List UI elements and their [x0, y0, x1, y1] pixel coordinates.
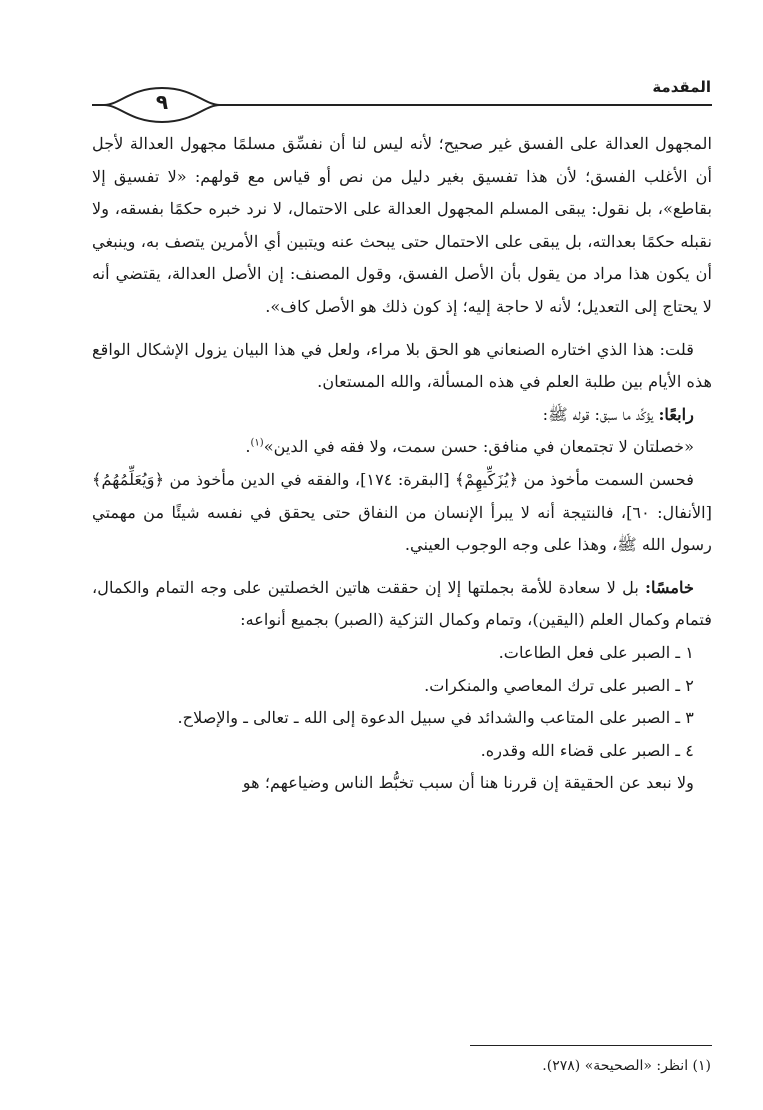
paragraph-3 [92, 399, 712, 432]
footnote-divider [470, 1045, 712, 1046]
footnote: (١) انظر: «الصحيحة» (٢٧٨). [542, 1058, 711, 1074]
paragraph-1: المجهول العدالة على الفسق غير صحيح؛ لأنه ليس لنا أن نفسِّق مسلمًا مجهول العدالة لأجل أن الأغلب الفسق؛ لأن هذا تفسيق بغير دليل من نص أو قياس مع قولهم: «لا تفسيق إلا بقاطع»، بل نقول: يبقى المسلم المجهول العدالة على الاحتمال، لا نرد خبره حكمًا بفسقه، ولا نقبله حكمًا بعدالته، بل يبقى على الاحتمال حتى يبحث عنه ويتبين أي الأمرين يتصف به، وينبغي أن يكون هذا مراد من يقول بأن الأصل الفسق، وقول المصنف: إن الأصل العدالة، يقتضي أنه لا يحتاج إلى التعديل؛ لأنه لا حاجة إليه؛ إذ كون ذلك هو الأصل كاف». [92, 134, 712, 316]
list-item: ١ ـ الصبر على فعل الطاعات. [498, 642, 694, 662]
hadith-quote [92, 431, 712, 464]
paragraph-2: قلت: هذا الذي اختاره الصنعاني هو الحق بلا مراء، ولعل في هذا البيان يزول الإشكال الواقع هذه الأيام بين طلبة العلم في هذه المسألة، والله المستعان. [92, 339, 712, 392]
hadith-text: «خصلتان لا تجتمعان في منافق: حسن سمت، ولا فقه في الدين» [263, 437, 694, 457]
paragraph-7: ولا نبعد عن الحقيقة إن قررنا هنا أن سبب تخبُّط الناس وضياعهم؛ هو [242, 773, 694, 793]
hadith-end: . [245, 437, 251, 457]
paragraph-5: فحسن السمت مأخوذ من ﴿يُزَكِّيهِمْ﴾ [البقرة: ١٧٤]، والفقه في الدين مأخوذ من ﴿وَيُعَلِّمُهُمُ﴾ [الأنفال: ٦٠]، فالنتيجة أنه لا يبرأ الإنسان من النفاق حتى يحقق في نفسه شيئًا من مهمتي رسول الله ﷺ، وهذا على وجه الوجوب العيني. [92, 469, 712, 555]
point-four-text: يؤكِّد ما سبق: قوله ﷺ: [542, 404, 659, 424]
page-number: ٩ [155, 90, 169, 114]
point-five-text: بل لا سعادة للأمة بجملتها إلا إن حققت هاتين الخصلتين على وجه التمام والكمال، فتمام وكمال العلم (اليقين)، وتمام وكمال التزكية (الصبر) بجميع أنواعه: [92, 577, 712, 630]
chapter-title: المقدمة [652, 78, 711, 96]
point-four-label: رابعًا: [658, 404, 694, 424]
list-item: ٢ ـ الصبر على ترك المعاصي والمنكرات. [424, 675, 694, 695]
list-item: ٤ ـ الصبر على قضاء الله وقدره. [480, 740, 694, 760]
page-body [92, 128, 712, 800]
paragraph-6 [92, 572, 712, 637]
footnote-marker: (١) [250, 437, 264, 449]
list-item: ٣ ـ الصبر على المتاعب والشدائد في سبيل الدعوة إلى الله ـ تعالى ـ والإصلاح. [177, 708, 694, 728]
point-five-label: خامسًا: [645, 577, 694, 597]
